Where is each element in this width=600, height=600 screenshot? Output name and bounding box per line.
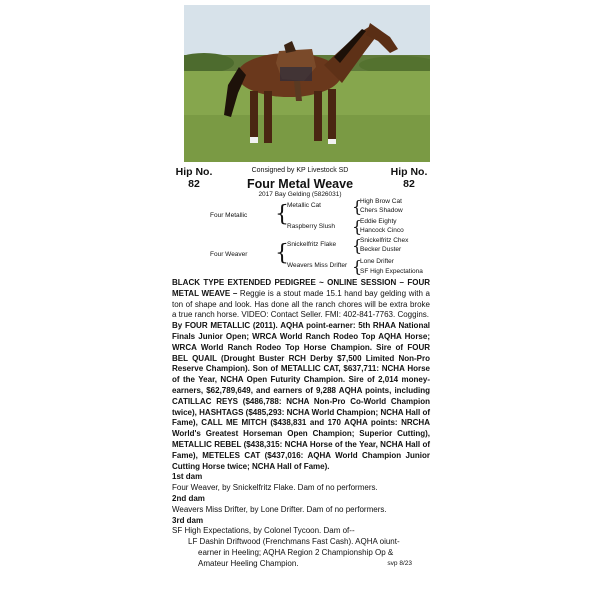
pedigree-dam-dam: Weavers Miss Drifter [287,262,348,269]
hip-number-left [174,166,214,190]
pedigree-sire: Four Metallic [210,212,248,219]
pedigree-dam-sire-sire: Snickelfritz Chex [360,237,409,244]
first-dam-text: Four Weaver, by Snickelfritz Flake. Dam of no performers. [172,483,378,493]
produce-line-3: Amateur Heeling Champion. [198,558,299,568]
hip-number-right [389,166,429,190]
third-dam-text: SF High Expectations, by Colonel Tycoon. Dam of-- [172,526,355,536]
pedigree-dam-dam-dam: SF High Expectationa [360,268,423,275]
hip-label-right: Hip No. [390,166,428,178]
pedigree-brace: { [352,236,363,255]
second-dam-text: Weavers Miss Drifter, by Lone Drifter. Dam of no performers. [172,504,387,514]
catalog-body [172,278,430,570]
intro-text: Reggie is a stout made 15.1 hand bay gelding with a ton of shape and look. Has done all the ranch chores will be extra broke a true ranch horse. VIDEO: Contact Seller. FMI: 402-841-7763. Coggins. [172,288,431,320]
hip-value-left: 82 [188,178,200,190]
third-dam-heading: 3rd dam [172,515,204,525]
footer-code: svp 8/23 [387,559,412,567]
pedigree-brace: { [352,197,363,216]
hip-label-left: Hip No. [175,166,213,178]
horse-photo-image [184,5,430,162]
intro-bold: BLACK TYPE EXTENDED PEDIGREE ~ ONLINE SESSION – FOUR METAL WEAVE – [172,278,430,298]
pedigree-dam-sire: Snickelfritz Flake [287,241,337,248]
intro-paragraph [172,278,430,321]
pedigree-sire-dam: Raspberry Slush [287,223,336,230]
pedigree-sire-dam-sire: Eddie Eighty [360,218,397,225]
horse-photo [184,5,430,162]
pedigree-sire-sire-dam: Chers Shadow [360,207,403,214]
produce-line-2: earner in Heeling; AQHA Region 2 Championship Op & [198,547,394,557]
pedigree-dam-dam-sire: Lone Drifter [360,258,394,265]
consignor-line: Consigned by KP Livestock SD [251,167,349,174]
pedigree-dam-sire-dam: Becker Duster [360,246,402,253]
pedigree-brace: { [275,241,289,266]
pedigree-brace: { [275,202,289,227]
second-dam-heading: 2nd dam [172,493,205,503]
produce-line-1: LF Dashin Driftwood (Frenchmans Fast Cash). AQHA oiunt- [188,537,400,547]
breed-line: 2017 Bay Gelding (5826031) [258,191,342,198]
pedigree-brace: { [352,217,363,236]
pedigree-sire-sire-sire: High Brow Cat [360,198,402,205]
pedigree-sire-sire: Metallic Cat [287,202,321,209]
pedigree-brace: { [352,257,363,276]
hip-value-right: 82 [403,178,415,190]
produce-footer-row [172,559,430,570]
first-dam-heading: 1st dam [172,472,203,482]
horse-name: Four Metal Weave [246,177,354,191]
sire-paragraph: By FOUR METALLIC (2011). AQHA point-earner: 5th RHAA National Finals Junior Open; WRCA World Ranch Rodeo Top AQHA Horse; WRCA World Ranch Rodeo Top Horse Champion. Sire of FOUR BEL QUAIL (Drought Buster RCH Derby $7,500 Limited Non-Pro Reserve Champion). Son of METALLIC CAT, $637,711: NCHA Horse of the Year, NCHA Open Futurity Champion. Sire of 2,014 money-earners, $62,789,649, and earners of 9,288 AQHA points, including CATILLAC REYS ($486,788: NCHA Non-Pro Co-World Champion twice), HASHTAGS ($485,293: NCHA World Champion; NCHA Hall of Fame), CALL ME MITCH ($438,831 and 170 AQHA points: NRCHA World's Greatest Horseman Open Champion; Superior Cutting), METALLIC REBEL ($438,315: NCHA Horse of the Year, NCHA Hall of Fame), METELES CAT ($437,016: AQHA World Champion Junior Cutting Horse twice; NCHA Hall of Fame). [172,321,430,471]
pedigree-dam: Four Weaver [210,251,248,258]
pedigree-sire-dam-dam: Hancock Cinco [360,227,404,234]
